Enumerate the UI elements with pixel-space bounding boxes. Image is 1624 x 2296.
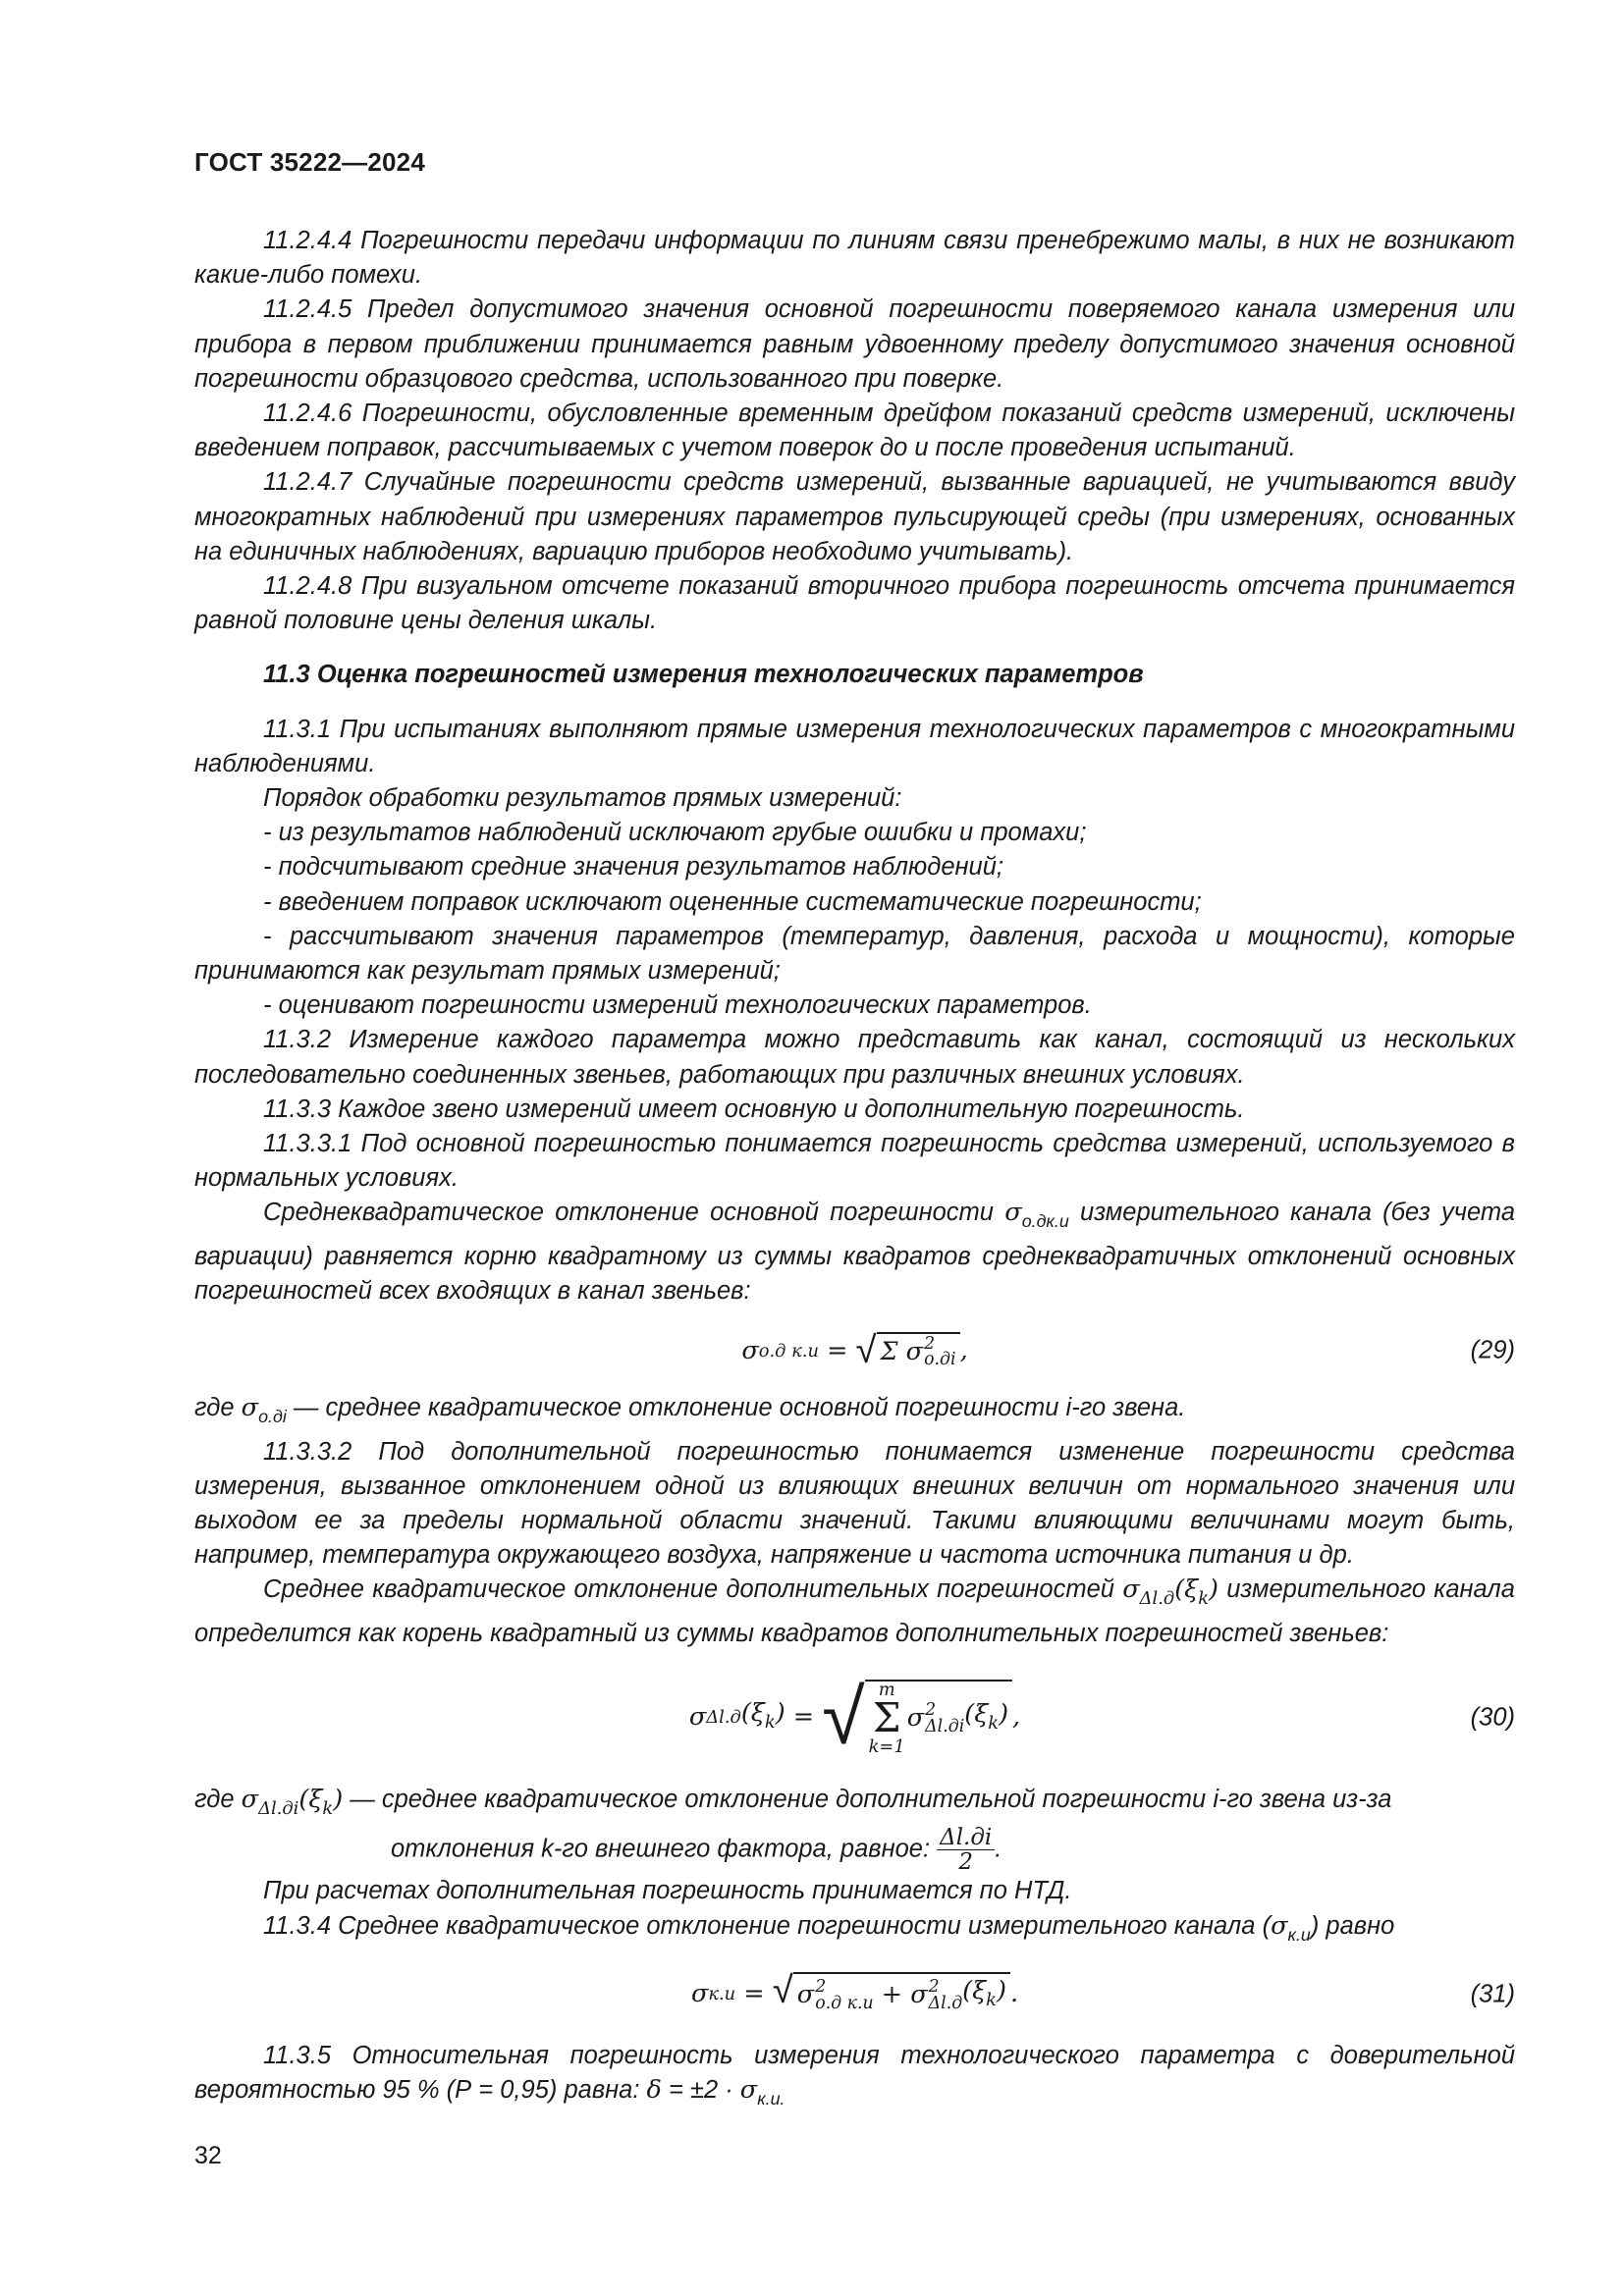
xi-argument: $(\xi_k)$ (962, 1975, 1006, 2010)
sigma-symbol: σ (241, 1393, 259, 1423)
radicand (793, 1972, 1010, 2017)
paragraph-11-2-4-6: 11.2.4.6 Погрешности, обусловленные временным дрейфом показаний средств измерений, исключены введением поправок, рассчитываемых с учетом поверок до и после проведения испытаний. (194, 400, 1515, 462)
formula-29 (194, 1314, 1515, 1387)
xi-argument: $(\xi_k)$ (298, 1784, 344, 1820)
text-fragment: 11.3.4 Среднее квадратическое отклонение погрешности измерительного канала ( (263, 1911, 1272, 1940)
formula-subscript: Δl.д (928, 1993, 963, 2013)
radical-sign: √ (772, 1968, 793, 2011)
formula-number: (31) (1470, 1980, 1515, 2008)
superscript-subscript (815, 1979, 873, 2011)
symbol-subscript: к.и (1287, 1924, 1311, 1945)
text-fragment: = ±2 · (668, 2076, 733, 2105)
sum-symbol: Σ (872, 1694, 901, 1742)
text-fragment: где (194, 1785, 235, 1813)
paragraph-procedure: Порядок обработки результатов прямых измерений: (263, 784, 902, 813)
formula-expression (194, 1657, 1515, 1779)
list-item: - подсчитывают средние значения результатов наблюдений; (263, 853, 1003, 881)
radical-sign: √ (855, 1329, 877, 1372)
text-fragment: 11.3.5 Относительная погрешность измерения технологического параметра с доверительной вероятностью 95 % (Р = 0,95) равна: (194, 2041, 1515, 2105)
equals-sign: = (735, 1979, 773, 2009)
sigma-symbol: σ (241, 1784, 259, 1814)
paragraph-11-3-3: 11.3.3 Каждое звено измерений имеет основную и дополнительную погрешность. (263, 1095, 1245, 1123)
plus-sign: + σ (873, 1980, 928, 2010)
radical-sign: √ (822, 1672, 865, 1760)
paragraph-additional-error-sd (194, 1573, 1515, 1651)
sigma-symbol: σ (741, 1335, 759, 1365)
paragraph-11-3-1: 11.3.1 При испытаниях выполняют прямые измерения технологических параметров с многократными наблюдениями. (194, 715, 1515, 777)
symbol-subscript: о.дк.и (1021, 1211, 1069, 1232)
fraction-denominator: 2 (958, 1849, 973, 1876)
formula-subscript: Δl.д (706, 1707, 741, 1729)
list-item: - рассчитывают значения параметров (температур, давления, расхода и мощности), которые принимаются как результат прямых измерений; (194, 922, 1515, 986)
paragraph-11-3-2: 11.3.2 Измерение каждого параметра можно представить как канал, состоящий из нескольких последовательно соединенных звеньев, работающих при различных внешних условиях. (194, 1026, 1515, 1089)
fraction (937, 1826, 995, 1874)
text-fragment: отклонения k-го внешнего фактора, равное: (391, 1835, 931, 1863)
sigma-symbol: σ (1271, 1910, 1288, 1941)
exponent: 2 (925, 1700, 937, 1721)
sum-lower-limit: k=1 (868, 1736, 905, 1758)
radicand (865, 1680, 1012, 1756)
text-fragment: Среднее квадратическое отклонение дополнительных погрешностей (263, 1575, 1114, 1604)
sigma-symbol: σ (690, 1979, 709, 2009)
sigma-symbol: σ (906, 1703, 925, 1734)
formula-subscript: Δl.дi (925, 1716, 965, 1736)
sigma-symbol: σ (796, 1980, 815, 2010)
text-fragment: Среднеквадратическое отклонение основной погрешности (263, 1199, 994, 1227)
xi-argument: $(\xi_k)$ (1174, 1575, 1218, 1610)
period: . (1009, 1979, 1019, 2009)
document-body (194, 224, 1515, 2116)
paragraph-where-sigma-odi (194, 1391, 1515, 1434)
formula-31 (194, 1958, 1515, 2031)
paragraph-11-3-5 (194, 2039, 1515, 2117)
comma: , (959, 1335, 968, 1365)
sigma-symbol: σ (739, 2075, 758, 2106)
symbol-subscript: к.и. (757, 2089, 785, 2109)
xi-argument: $(\xi_k)$ (740, 1697, 785, 1733)
formula-expression (194, 1958, 1515, 2031)
paragraph-ntd: При расчетах дополнительная погрешность принимается по НТД. (263, 1877, 1072, 1905)
list-item: - из результатов наблюдений исключают грубые ошибки и промахи; (263, 819, 1087, 847)
paragraph-11-2-4-8: 11.2.4.8 При визуальном отсчете показаний вторичного прибора погрешность отсчета принимается равной половине цены деления шкалы. (194, 572, 1515, 635)
formula-subscript: о.дi (924, 1350, 956, 1370)
list-item: - оценивают погрешности измерений технологических параметров. (263, 991, 1092, 1020)
text-fragment: — среднее квадратическое отклонение дополнительной погрешности i-го звена из-за (350, 1785, 1392, 1813)
equals-sign: = (818, 1335, 856, 1365)
formula-number: (29) (1470, 1336, 1515, 1364)
delta-symbol: δ (646, 2075, 662, 2106)
sum-symbol: Σ σ (880, 1336, 924, 1366)
formula-expression (194, 1314, 1515, 1387)
fraction-numerator: Δl.дi (937, 1826, 995, 1850)
superscript-subscript (925, 1702, 964, 1735)
paragraph-11-3-3-2: 11.3.3.2 Под дополнительной погрешностью понимается изменение погрешности средства измерения, вызванное отклонением одной из влияющих внешних величин от нормального значения или выходом ее за пределы нормальной области значений. Такими влияющими величинами могут быть, например, температура окружающего воздуха, напряжение и частота источника питания и др. (194, 1437, 1515, 1570)
formula-30 (194, 1657, 1515, 1779)
formula-subscript: к.и (708, 1984, 736, 2005)
formula-number: (30) (1470, 1703, 1515, 1732)
section-title-11-3: 11.3 Оценка погрешностей измерения технологических параметров (263, 661, 1144, 689)
page-number: 32 (194, 2142, 222, 2169)
radicand (877, 1332, 960, 1369)
sigma-symbol: σ (688, 1702, 707, 1733)
symbol-subscript: Δl.д (1139, 1588, 1175, 1610)
text-fragment: где (194, 1394, 235, 1422)
exponent: 2 (815, 1977, 827, 1998)
exponent: 2 (924, 1333, 936, 1354)
sigma-symbol: σ (1122, 1575, 1140, 1605)
sqrt-symbol (822, 1672, 1012, 1760)
text-fragment: — среднее квадратическое отклонение основной погрешности i-го звена. (293, 1394, 1186, 1422)
paragraph-11-3-4 (194, 1909, 1515, 1952)
paragraph-11-2-4-7: 11.2.4.7 Случайные погрешности средств измерений, вызванные вариацией, не учитываются ввиду многократных наблюдений при измерениях параметров пульсирующей среды (при измерениях, основанных на единичных наблюдениях, вариацию приборов необходимо учитывать). (194, 468, 1515, 565)
xi-argument: $(\xi_k)$ (964, 1698, 1009, 1734)
exponent: 2 (928, 1977, 940, 1998)
formula-subscript: о.д к.и (758, 1340, 819, 1362)
equals-sign: = (785, 1702, 823, 1733)
sum-upper-limit: m (878, 1679, 895, 1700)
superscript-subscript (929, 1979, 963, 2011)
paragraph-11-2-4-5: 11.2.4.5 Предел допустимого значения основной погрешности поверяемого канала измерения или прибора в первом приближении принимается равным удвоенному пределу допустимого значения основной погрешности образцового средства, использованного при поверке. (194, 295, 1515, 393)
list-item: - введением поправок исключают оцененные систематические погрешности; (263, 887, 1202, 916)
document-header: ГОСТ 35222—2024 (194, 147, 425, 177)
paragraph-11-2-4-4: 11.2.4.4 Погрешности передачи информации по линиям связи пренебрежимо малы, в них не возникают какие-либо помехи. (194, 227, 1515, 290)
text-fragment: измерительного канала (без учета вариации) равняется корню квадратному из суммы квадратов среднеквадратичных отклонений основных погрешностей всех входящих в канал звеньев: (194, 1199, 1516, 1306)
formula-subscript: о.д к.и (815, 1993, 874, 2013)
symbol-subscript: Δl.дi (258, 1798, 299, 1820)
sqrt-symbol (855, 1329, 960, 1372)
text-fragment: измерительного канала определится как корень квадратный из суммы квадратов дополнительных погрешностей звеньев: (194, 1575, 1515, 1647)
paragraph-where-continuation: отклонения k-го внешнего фактора, равное: $\frac{\Delta l.дi}{2}$ . (391, 1825, 1002, 1876)
sigma-symbol: σ (1004, 1198, 1022, 1228)
paragraph-where-sigma-dli (194, 1783, 1515, 1826)
sqrt-symbol (772, 1968, 1010, 2017)
summation (868, 1679, 905, 1758)
text-fragment: ) равно (1310, 1911, 1395, 1940)
superscript-subscript (924, 1333, 956, 1370)
comma: , (1012, 1702, 1021, 1733)
paragraph-11-3-3-1: 11.3.3.1 Под основной погрешностью понимается погрешность средства измерений, используемого в нормальных условиях. (194, 1130, 1515, 1193)
paragraph-basic-error-sd (194, 1196, 1515, 1308)
symbol-subscript: о.дi (258, 1407, 287, 1427)
